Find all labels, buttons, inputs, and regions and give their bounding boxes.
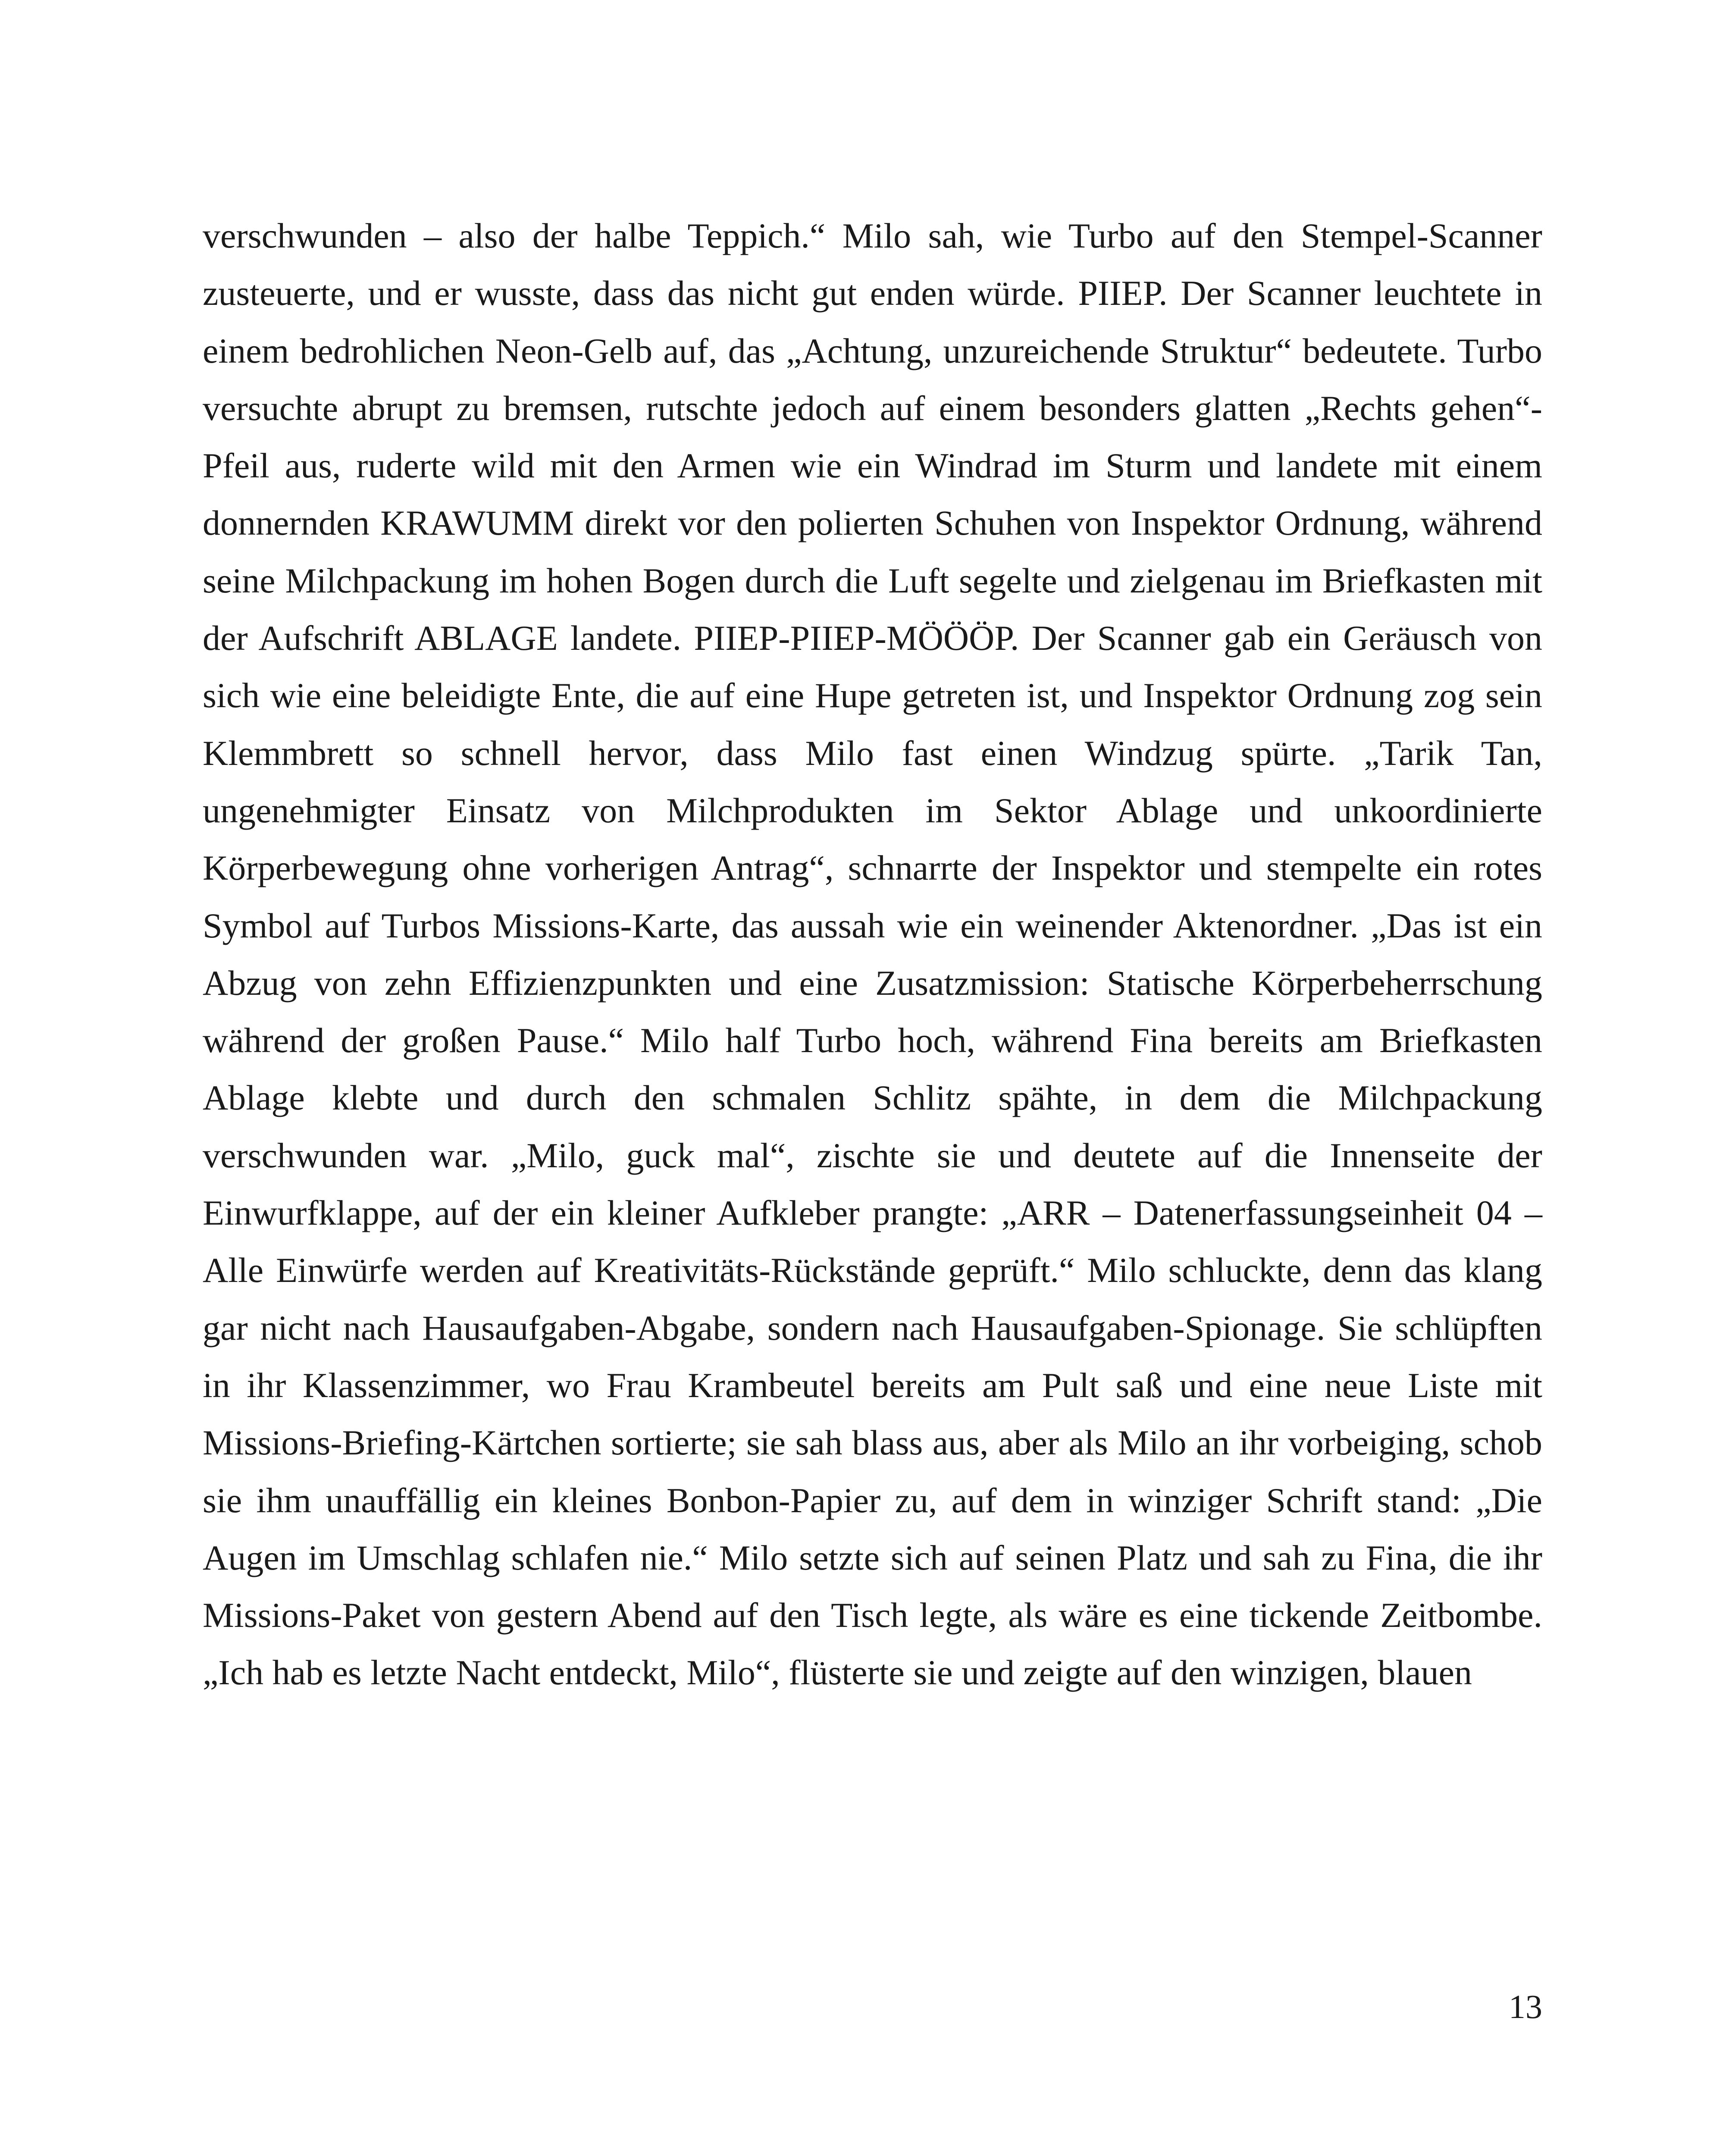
body-paragraph: verschwunden – also der halbe Teppich.“ Milo sah, wie Turbo auf den Stempel-Scanner zusteuerte, und er wusste, dass das nicht gut enden würde. PIIEP. Der Scanner leuchtete in einem bedrohlichen Neon-Gelb auf, das „Achtung, unzureichende Struktur“ bedeutete. Turbo versuchte abrupt zu bremsen, rutschte jedoch auf einem besonders glatten „Rechts gehen“-Pfeil aus, ruderte wild mit den Armen wie ein Windrad im Sturm und landete mit einem donnernden KRAWUMM direkt vor den polierten Schuhen von Inspektor Ordnung, während seine Milchpackung im hohen Bogen durch die Luft segelte und zielgenau im Briefkasten mit der Aufschrift ABLAGE landete. PIIEP-PIIEP-MÖÖÖP. Der Scanner gab ein Geräusch von sich wie eine beleidigte Ente, die auf eine Hupe getreten ist, und Inspektor Ordnung zog sein Klemmbrett so schnell hervor, dass Milo fast einen Windzug spürte. „Tarik Tan, ungenehmigter Einsatz von Milchprodukten im Sektor Ablage und unkoordinierte Körperbewegung ohne vorherigen Antrag“, schnarrte der Inspektor und stempelte ein rotes Symbol auf Turbos Missions-Karte, das aussah wie ein weinender Aktenordner. „Das ist ein Abzug von zehn Effizienzpunkten und eine Zusatzmission: Statische Körperbeherrschung während der großen Pause.“ Milo half Turbo hoch, während Fina bereits am Briefkasten Ablage klebte und durch den schmalen Schlitz spähte, in dem die Milchpackung verschwunden war. „Milo, guck mal“, zischte sie und deutete auf die Innenseite der Einwurfklappe, auf der ein kleiner Aufkleber prangte: „ARR – Datenerfassungseinheit 04 – Alle Einwürfe werden auf Kreativitäts-Rückstände geprüft.“ Milo schluckte, denn das klang gar nicht nach Hausaufgaben-Abgabe, sondern nach Hausaufgaben-Spionage. Sie schlüpften in ihr Klassenzimmer, wo Frau Krambeutel bereits am Pult saß und eine neue Liste mit Missions-Briefing-Kärtchen sortierte; sie sah blass aus, aber als Milo an ihr vorbeiging, schob sie ihm unauffällig ein kleines Bonbon-Papier zu, auf dem in winziger Schrift stand: „Die Augen im Umschlag schlafen nie.“ Milo setzte sich auf seinen Platz und sah zu Fina, die ihr Missions-Paket von gestern Abend auf den Tisch legte, als wäre es eine tickende Zeitbombe. „Ich hab es letzte Nacht entdeckt, Milo“, flüsterte sie und zeigte auf den winzigen, blauen bbox=[203, 216, 1542, 1692]
page-number: 13 bbox=[1509, 1988, 1542, 2025]
